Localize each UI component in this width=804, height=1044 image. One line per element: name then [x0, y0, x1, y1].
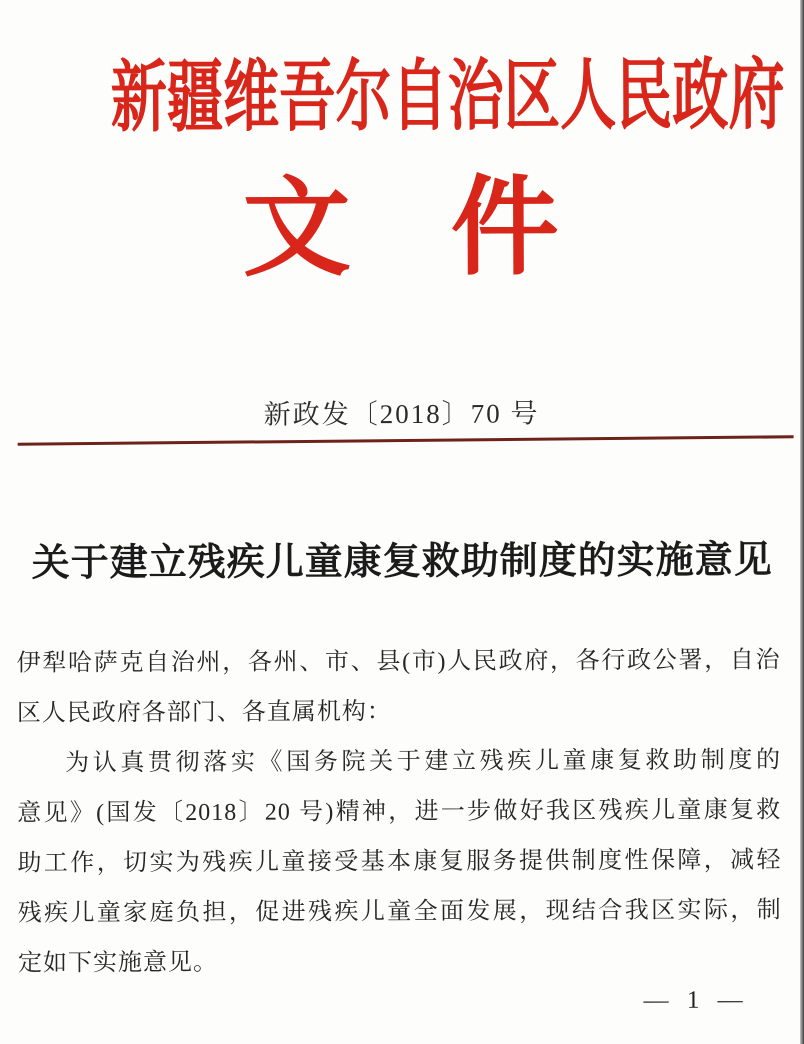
document-body	[17, 635, 783, 988]
doc-type-char-wen: 文	[242, 170, 351, 290]
scan-edge-artifact	[800, 0, 804, 1044]
body-line: 区人民政府各部门、各直属机构：	[16, 699, 392, 727]
doc-number: 新政发〔2018〕70 号	[263, 398, 540, 430]
document-title: 关于建立残疾儿童康复救助制度的实施意见	[31, 539, 773, 585]
page-number: — 1 —	[643, 986, 749, 1014]
body-line: 定如下实施意见。	[17, 949, 218, 977]
issuer-name: 新疆维吾尔自治区人民政府	[110, 51, 785, 142]
doc-type-heading	[0, 169, 803, 290]
red-separator-line	[18, 435, 794, 445]
body-line: 伊犁哈萨克自治州，各州、市、县(市)人民政府，各行政公署，自治	[16, 647, 781, 677]
body-line: 意见》(国发〔2018〕20 号)精神，进一步做好我区残疾儿童康复救	[17, 797, 782, 827]
doc-type-char-jian: 件	[450, 169, 559, 289]
body-line: 残疾儿童家庭负担，促进残疾儿童全面发展，现结合我区实际，制	[17, 897, 782, 927]
body-line: 为认真贯彻落实《国务院关于建立残疾儿童康复救助制度的	[64, 747, 782, 777]
body-line: 助工作，切实为残疾儿童接受基本康复服务提供制度性保障，减轻	[17, 847, 782, 877]
